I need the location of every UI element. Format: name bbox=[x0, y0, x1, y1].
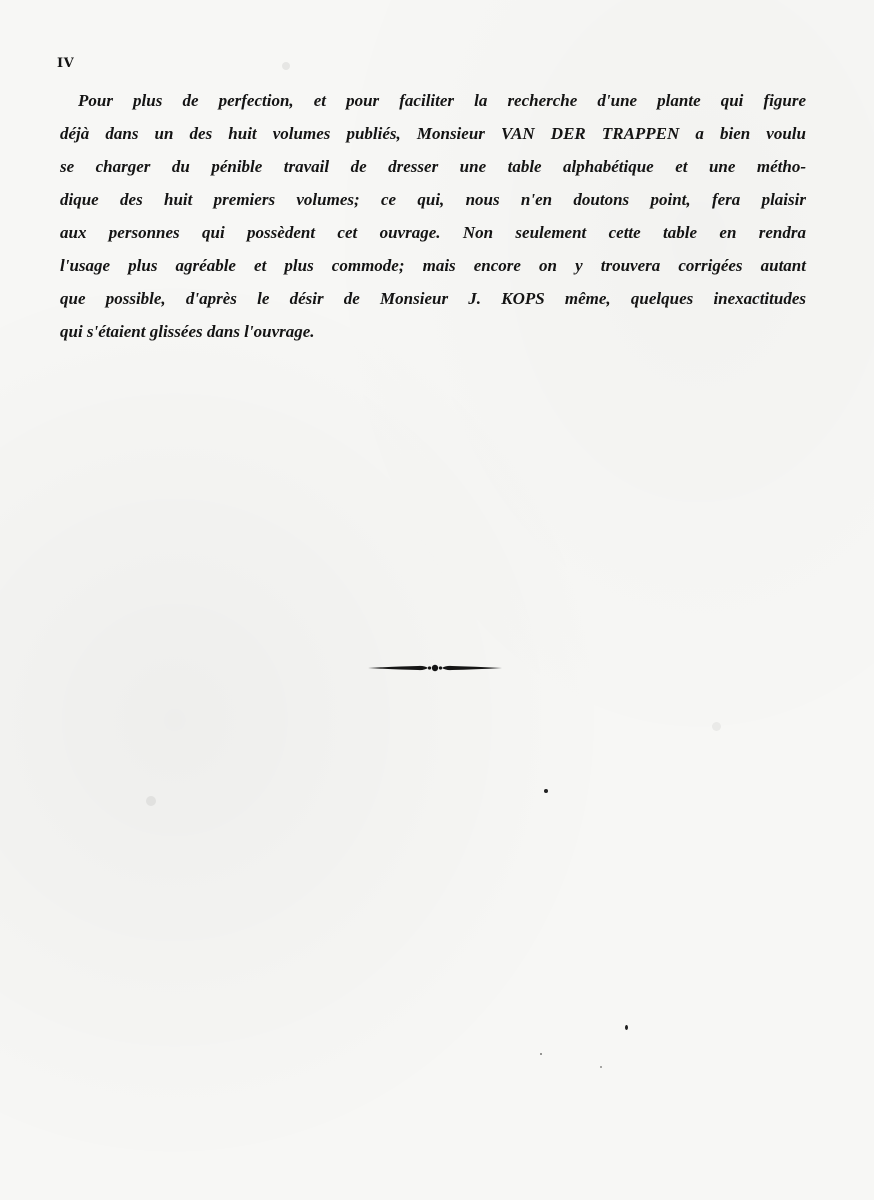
paragraph-line: que possible, d'après le désir de Monsieur J. KOPS même, quelques inexactitudes bbox=[60, 289, 806, 308]
paragraph-line: déjà dans un des huit volumes publiés, Monsieur VAN DER TRAPPEN a bien voulu bbox=[60, 124, 806, 143]
ink-speck bbox=[146, 796, 156, 806]
paragraph-line: l'usage plus agréable et plus commode; mais encore on y trouvera corrigées autant bbox=[60, 256, 806, 275]
paragraph-line: qui s'étaient glissées dans l'ouvrage. bbox=[60, 322, 315, 341]
ink-speck bbox=[544, 789, 548, 793]
ink-speck bbox=[282, 62, 290, 70]
paragraph-line: dique des huit premiers volumes; ce qui, nous n'en doutons point, fera plaisir bbox=[60, 190, 806, 209]
ink-speck bbox=[625, 1025, 628, 1030]
paragraph-line: Pour plus de perfection, et pour faciliter la recherche d'une plante qui figure bbox=[78, 91, 806, 110]
ink-speck bbox=[540, 1053, 542, 1055]
preface-paragraph bbox=[60, 84, 806, 348]
ink-speck bbox=[712, 722, 721, 731]
page-number: IV bbox=[57, 56, 75, 71]
paragraph-line: se charger du pénible travail de dresser une table alphabétique et une métho- bbox=[60, 157, 806, 176]
ink-speck bbox=[600, 1066, 602, 1068]
paragraph-line: aux personnes qui possèdent cet ouvrage. Non seulement cette table en rendra bbox=[60, 223, 806, 242]
ornament-divider-icon bbox=[366, 660, 504, 676]
